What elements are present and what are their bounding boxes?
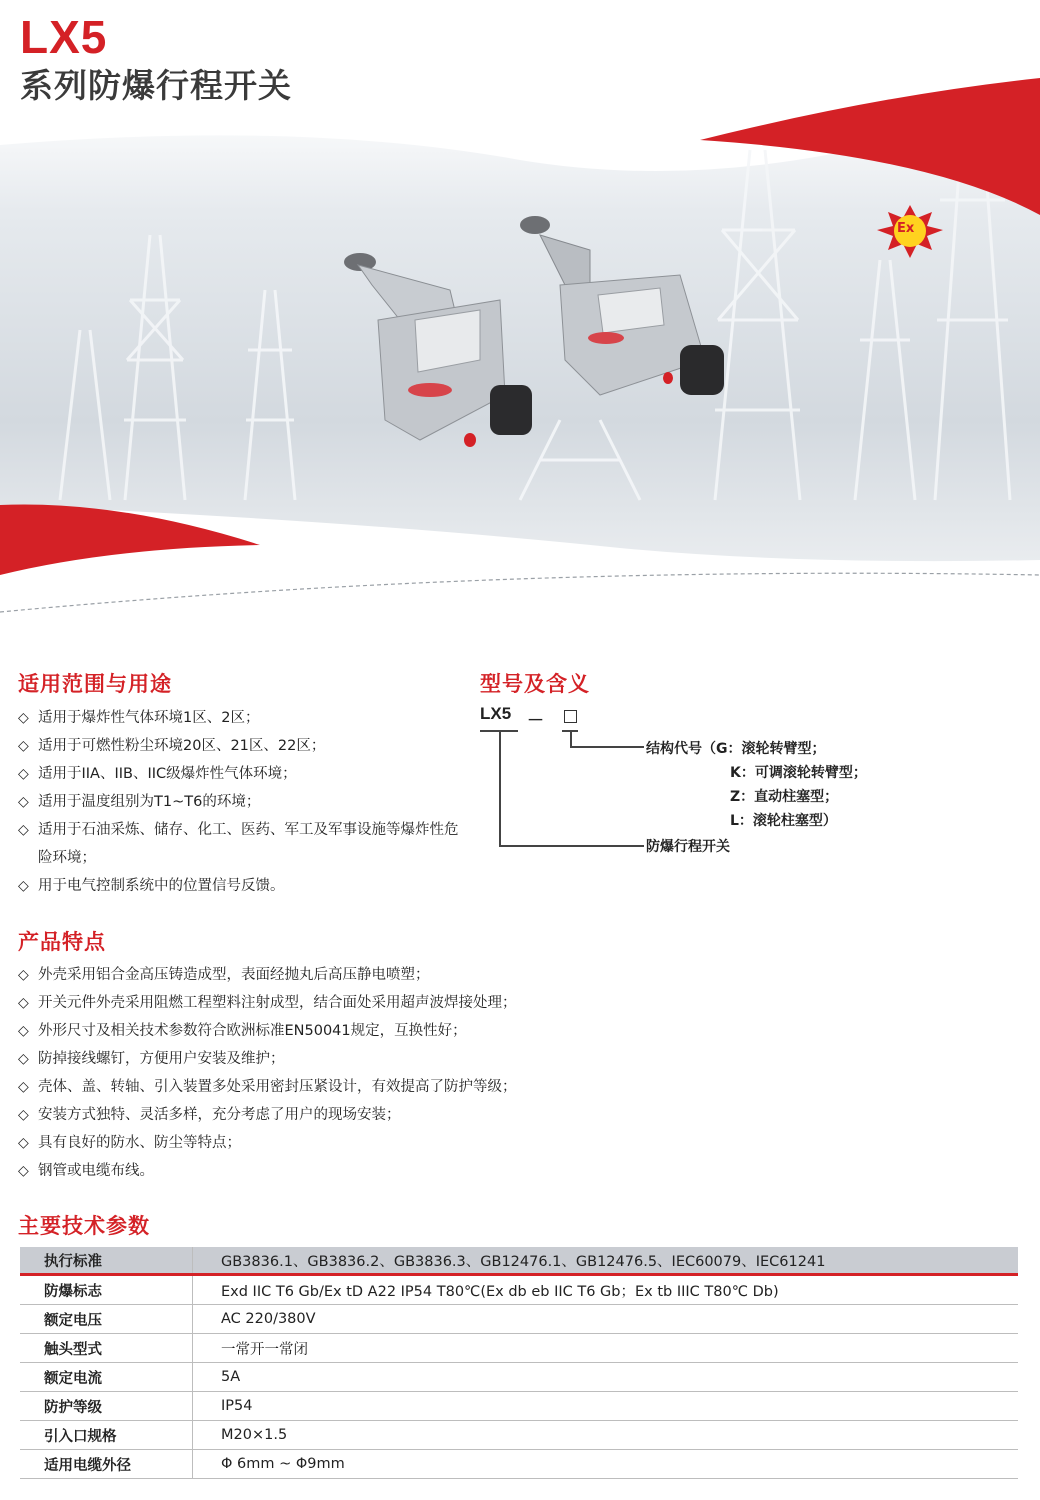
connector-struct-h	[570, 746, 644, 748]
product-title: LX5	[20, 11, 108, 63]
table-row	[20, 1305, 1018, 1334]
spec-value: Exd IIC T6 Gb/Ex tD A22 IP54 T80℃(Ex db eb IIC T6 Gb；Ex tb IIIC T80℃ Db)	[193, 1275, 1019, 1305]
model-dash: －	[527, 711, 544, 731]
list-item: ◇ 用于电气控制系统中的位置信号反馈。	[18, 872, 468, 900]
list-item: ◇ 适用于IIA、IIB、IIC级爆炸性气体环境；	[18, 760, 468, 788]
specs-table	[20, 1247, 1018, 1479]
connector-base-h	[499, 845, 644, 847]
list-item: ◇ 安装方式独特、灵活多样，充分考虑了用户的现场安装；	[18, 1101, 638, 1129]
connector-struct-v	[570, 730, 572, 747]
hero-banner	[0, 0, 1040, 640]
table-row	[20, 1450, 1018, 1479]
model-heading: 型号及含义	[480, 672, 590, 696]
spec-value: M20×1.5	[193, 1421, 1019, 1450]
structure-option: K：可调滚轮转臂型；	[730, 765, 867, 781]
spec-key: 防护等级	[20, 1392, 193, 1421]
spec-key: 触头型式	[20, 1334, 193, 1363]
features-heading: 产品特点	[18, 930, 106, 954]
table-row	[20, 1363, 1018, 1392]
list-item: ◇ 外形尺寸及相关技术参数符合欧洲标准EN50041规定，互换性好；	[18, 1017, 638, 1045]
structure-option: L：滚轮柱塞型）	[730, 813, 837, 829]
table-row	[20, 1275, 1018, 1305]
spec-key: 适用电缆外径	[20, 1450, 193, 1479]
base-label: 防爆行程开关	[646, 839, 730, 855]
features-list	[18, 961, 638, 1185]
scope-heading: 适用范围与用途	[18, 672, 172, 696]
structure-label: 结构代号（G：滚轮转臂型；	[646, 741, 826, 757]
table-row	[20, 1421, 1018, 1450]
list-item: ◇ 防掉接线螺钉，方便用户安装及维护；	[18, 1045, 638, 1073]
table-row	[20, 1247, 1018, 1275]
spec-key: 额定电流	[20, 1363, 193, 1392]
spec-value: AC 220/380V	[193, 1305, 1019, 1334]
dashed-divider	[0, 573, 1040, 612]
model-diagram	[480, 700, 940, 870]
list-item: ◇ 具有良好的防水、防尘等特点；	[18, 1129, 638, 1157]
spec-value: GB3836.1、GB3836.2、GB3836.3、GB12476.1、GB12476.5、IEC60079、IEC61241	[193, 1247, 1019, 1275]
model-code: LX5	[480, 704, 512, 723]
specs-heading: 主要技术参数	[18, 1214, 150, 1238]
spec-key: 防爆标志	[20, 1275, 193, 1305]
list-item: ◇ 外壳采用铝合金高压铸造成型，表面经抛丸后高压静电喷塑；	[18, 961, 638, 989]
spec-key: 执行标准	[20, 1247, 193, 1275]
table-row	[20, 1334, 1018, 1363]
product-subtitle: 系列防爆行程开关	[20, 66, 292, 105]
model-placeholder-box	[564, 710, 577, 723]
spec-value: 5A	[193, 1363, 1019, 1392]
structure-option: Z：直动柱塞型；	[730, 789, 839, 805]
spec-value: 一常开一常闭	[193, 1334, 1019, 1363]
spec-value: IP54	[193, 1392, 1019, 1421]
table-row	[20, 1392, 1018, 1421]
list-item: ◇ 适用于爆炸性气体环境1区、2区；	[18, 704, 468, 732]
connector-base-v	[499, 730, 501, 846]
list-item: ◇ 适用于石油采炼、储存、化工、医药、军工及军事设施等爆炸性危险环境；	[18, 816, 468, 872]
spec-value: Φ 6mm ~ Φ9mm	[193, 1450, 1019, 1479]
scope-list	[18, 704, 468, 900]
spec-key: 引入口规格	[20, 1421, 193, 1450]
list-item: ◇ 壳体、盖、转轴、引入装置多处采用密封压紧设计，有效提高了防护等级；	[18, 1073, 638, 1101]
list-item: ◇ 开关元件外壳采用阻燃工程塑料注射成型，结合面处采用超声波焊接处理；	[18, 989, 638, 1017]
list-item: ◇ 钢管或电缆布线。	[18, 1157, 638, 1185]
ex-badge-label: Ex	[897, 221, 915, 236]
list-item: ◇ 适用于可燃性粉尘环境20区、21区、22区；	[18, 732, 468, 760]
spec-key: 额定电压	[20, 1305, 193, 1334]
list-item: ◇ 适用于温度组别为T1~T6的环境；	[18, 788, 468, 816]
